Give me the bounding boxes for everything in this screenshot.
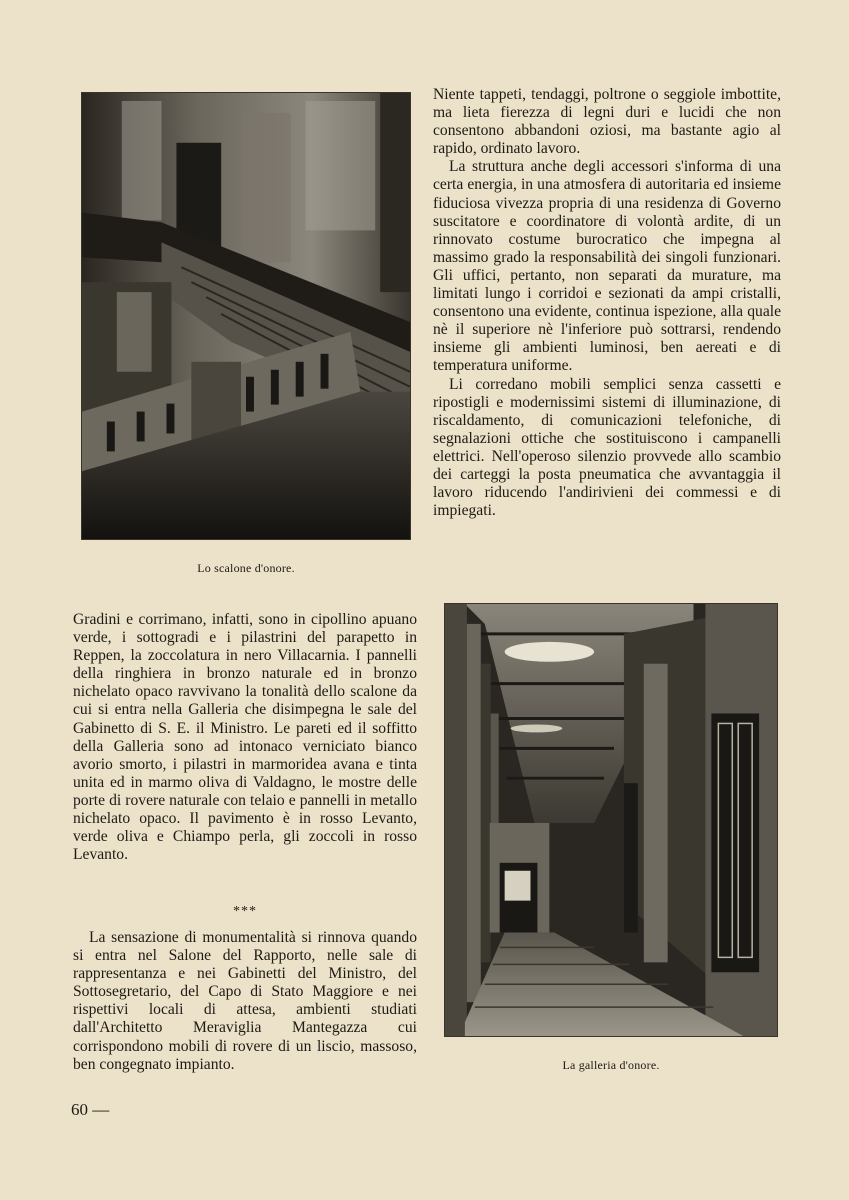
staircase-photo bbox=[81, 92, 411, 540]
gallery-image bbox=[445, 604, 777, 1036]
text-column-bottom-left-2 bbox=[73, 929, 417, 1074]
paragraph: La sensazione di monumentalità si rinnova quando si entra nel Salone del Rapporto, nelle sale di rappresentanza e nei Gabinetti del Ministro, del Sottosegretario, del Capo di Stato Maggiore e nei rispettivi locali di attesa, ambienti studiati dall'Architetto Meraviglia Mantegazza cui corrispondono mobili di rovere di un liscio, massoso, ben congegnato impianto. bbox=[73, 929, 417, 1073]
gallery-photo bbox=[444, 603, 778, 1037]
text-column-bottom-left bbox=[73, 611, 417, 864]
paragraph: Niente tappeti, tendaggi, poltrone o seggiole imbottite, ma lieta fierezza di legni duri e lucidi che non consentono abbandoni oziosi, ma bastante agio al rapido, ordinato lavoro. bbox=[433, 86, 781, 158]
paragraph: La struttura anche degli accessori s'informa di una certa energia, in una atmosfera di autoritaria ed insieme fiduciosa vivezza propria di una residenza di Governo suscitatore e coordinatore di volontà ardite, di un rinnovato costume burocratico che impegna al massimo grado la responsabilità dei singoli funzionari. Gli uffici, pertanto, non separati da murature, ma limitati lungo i corridoi e sezionati da ampi cristalli, consentono una evidente, continua ispezione, alla quale nè il superiore nè l'inferiore può sottrarsi, rendendo insieme gli ambienti luminosi, ben aereati e di temperatura uniforme. bbox=[433, 158, 781, 375]
staircase-image bbox=[82, 93, 410, 539]
paragraph: Gradini e corrimano, infatti, sono in cipollino apuano verde, i sottogradi e i pilastrini del parapetto in Reppen, la zoccolatura in nero Villacarnia. I pannelli della ringhiera in bronzo naturale ed in bronzo nichelato opaco ravvivano la tonalità dello scalone da cui si entra nella Galleria che disimpegna le sale del Gabinetto di S. E. il Ministro. Le pareti ed il soffitto della Galleria sono ad intonaco verniciato bianco avorio smorto, i pilastri in marmoridea avana e tinta unita ed in marmo oliva di Valdagno, le mostre delle porte di rovere naturale con telaio e pannelli in metallo nichelato opaco. Il pavimento è in rosso Levanto, verde oliva e Chiampo perla, gli zoccoli in rosso Levanto. bbox=[73, 611, 417, 864]
text-column-top-right bbox=[433, 86, 781, 520]
page-number: 60 — bbox=[71, 1100, 110, 1119]
section-separator: *** bbox=[233, 904, 257, 919]
figure-caption-bottom: La galleria d'onore. bbox=[562, 1058, 660, 1072]
paragraph: Li corredano mobili semplici senza cassetti e ripostigli e modernissimi sistemi di illuminazione, di riscaldamento, di comunicazioni telefoniche, di segnalazioni ottiche che sostituiscono i campanelli elettrici. Nell'operoso silenzio provvede allo scambio dei carteggi la posta pneumatica che avvantaggia il lavoro riducendo l'andirivieni dei commessi e di impiegati. bbox=[433, 375, 781, 520]
figure-caption-top: Lo scalone d'onore. bbox=[197, 561, 295, 575]
